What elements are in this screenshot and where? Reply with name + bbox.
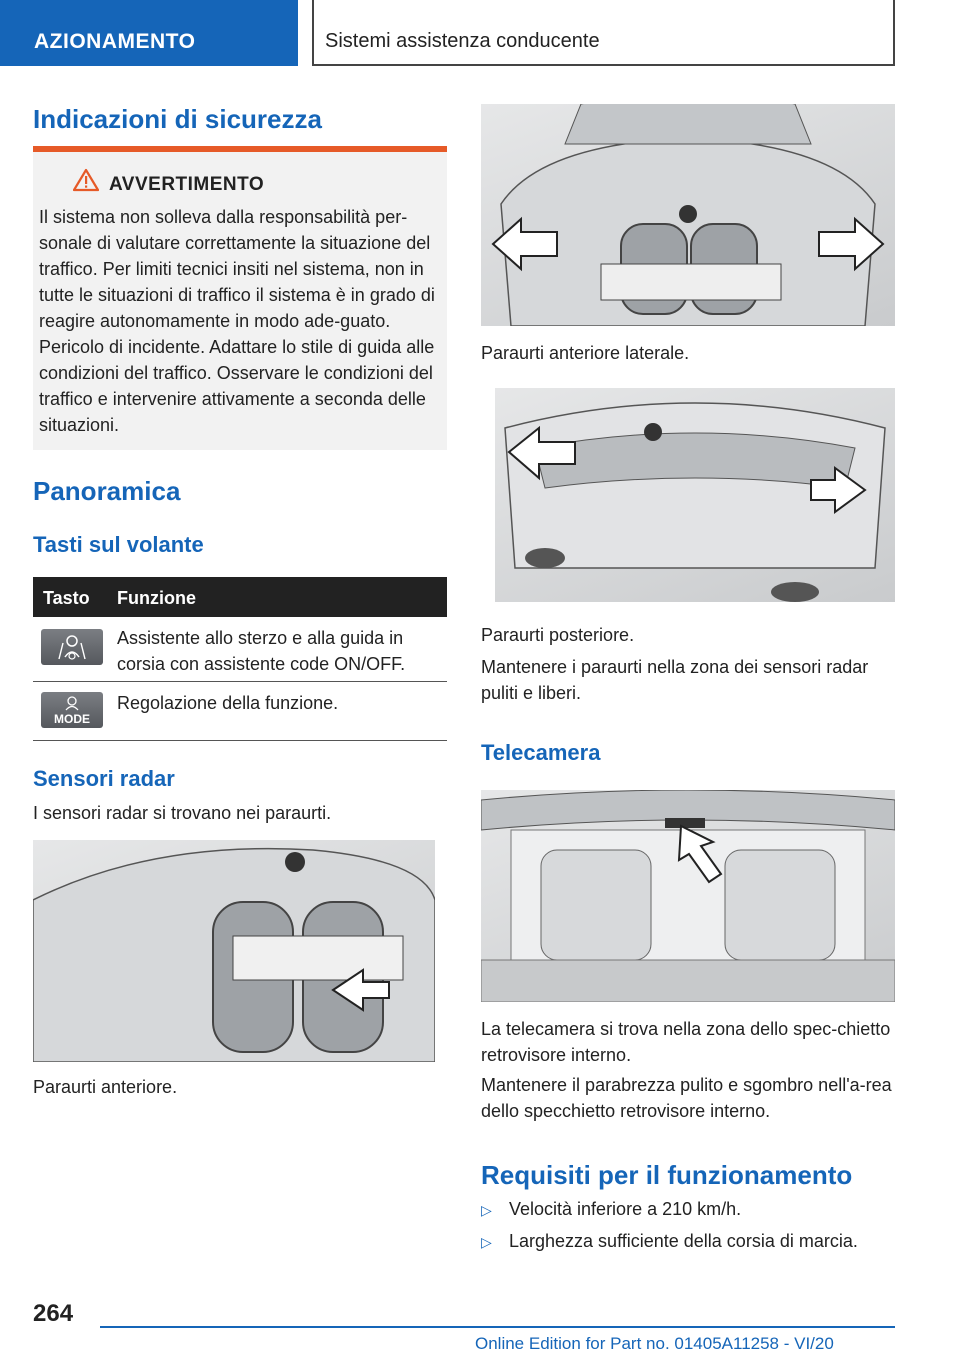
overview-heading: Panoramica bbox=[33, 476, 181, 506]
header-divider bbox=[312, 64, 895, 66]
requirements-heading: Requisiti per il funzionamento bbox=[481, 1160, 853, 1190]
column-header-button: Tasto bbox=[43, 588, 90, 608]
section-title: Sistemi assistenza conducente bbox=[325, 30, 600, 52]
camera-image bbox=[481, 790, 895, 1002]
rear-bumper-image bbox=[495, 388, 895, 602]
warning-icon bbox=[73, 168, 99, 192]
steering-assist-icon bbox=[41, 629, 103, 665]
warning-bar bbox=[33, 146, 447, 152]
radar-heading: Sensori radar bbox=[33, 766, 175, 791]
mode-label: MODE bbox=[54, 712, 90, 726]
function-text: Assistente allo sterzo e alla guida in corsia con assistente code ON/OFF. bbox=[117, 628, 406, 674]
chapter-tab: AZIONAMENTO bbox=[0, 0, 298, 66]
list-item: ▷ Larghezza sufficiente della corsia di marcia. bbox=[481, 1228, 858, 1255]
safety-heading: Indicazioni di sicurezza bbox=[33, 104, 322, 134]
header-divider bbox=[893, 0, 895, 66]
table-row bbox=[33, 682, 447, 741]
camera-location-text: La telecamera si trova nella zona dello spec-chietto retrovisore interno. bbox=[481, 1019, 891, 1065]
header-divider bbox=[312, 0, 314, 66]
front-bumper-caption: Paraurti anteriore. bbox=[33, 1077, 178, 1097]
warning-text: Il sistema non solleva dalla responsabilità per-sonale di valutare correttamente la situazione del traffico. Per limiti tecnici insiti nel sistema, non in tutte le situazioni di traffico il sistema è in grado di reagire autonomamente in modo ade-guato. Pericolo di incidente. Adattare lo stile di guida alle condizioni del traffico. Osservare le condizioni del traffico e intervenire attivamente a seconda delle situazioni. bbox=[39, 207, 435, 435]
table-row bbox=[33, 617, 447, 682]
rear-bumper-caption: Paraurti posteriore. bbox=[481, 625, 635, 645]
camera-heading: Telecamera bbox=[481, 740, 601, 765]
table-header bbox=[33, 577, 447, 617]
function-text: Regolazione della funzione. bbox=[117, 693, 339, 713]
page-number: 264 bbox=[33, 1300, 74, 1327]
warning-box bbox=[33, 146, 447, 450]
bullet-triangle-icon: ▷ bbox=[481, 1234, 492, 1250]
footer-divider bbox=[100, 1326, 895, 1328]
column-header-function: Funzione bbox=[117, 588, 196, 608]
mode-button-icon bbox=[41, 692, 103, 728]
radar-text: I sensori radar si trovano nei paraurti. bbox=[33, 803, 332, 823]
warning-label: AVVERTIMENTO bbox=[109, 174, 265, 195]
edition-text: Online Edition for Part no. 01405A11258 - VI/20 bbox=[475, 1334, 834, 1353]
front-side-bumper-image bbox=[481, 104, 895, 326]
radar-keep-clean: Mantenere i paraurti nella zona dei sensori radar puliti e liberi. bbox=[481, 657, 869, 703]
buttons-heading: Tasti sul volante bbox=[33, 532, 204, 557]
bullet-triangle-icon: ▷ bbox=[481, 1202, 492, 1218]
front-side-bumper-caption: Paraurti anteriore laterale. bbox=[481, 343, 690, 363]
camera-keep-clean: Mantenere il parabrezza pulito e sgombro nell'a-rea dello specchietto retrovisore interno. bbox=[481, 1075, 892, 1121]
list-item: ▷ Velocità inferiore a 210 km/h. bbox=[481, 1196, 741, 1223]
buttons-table bbox=[33, 577, 447, 741]
front-bumper-image bbox=[33, 840, 435, 1062]
